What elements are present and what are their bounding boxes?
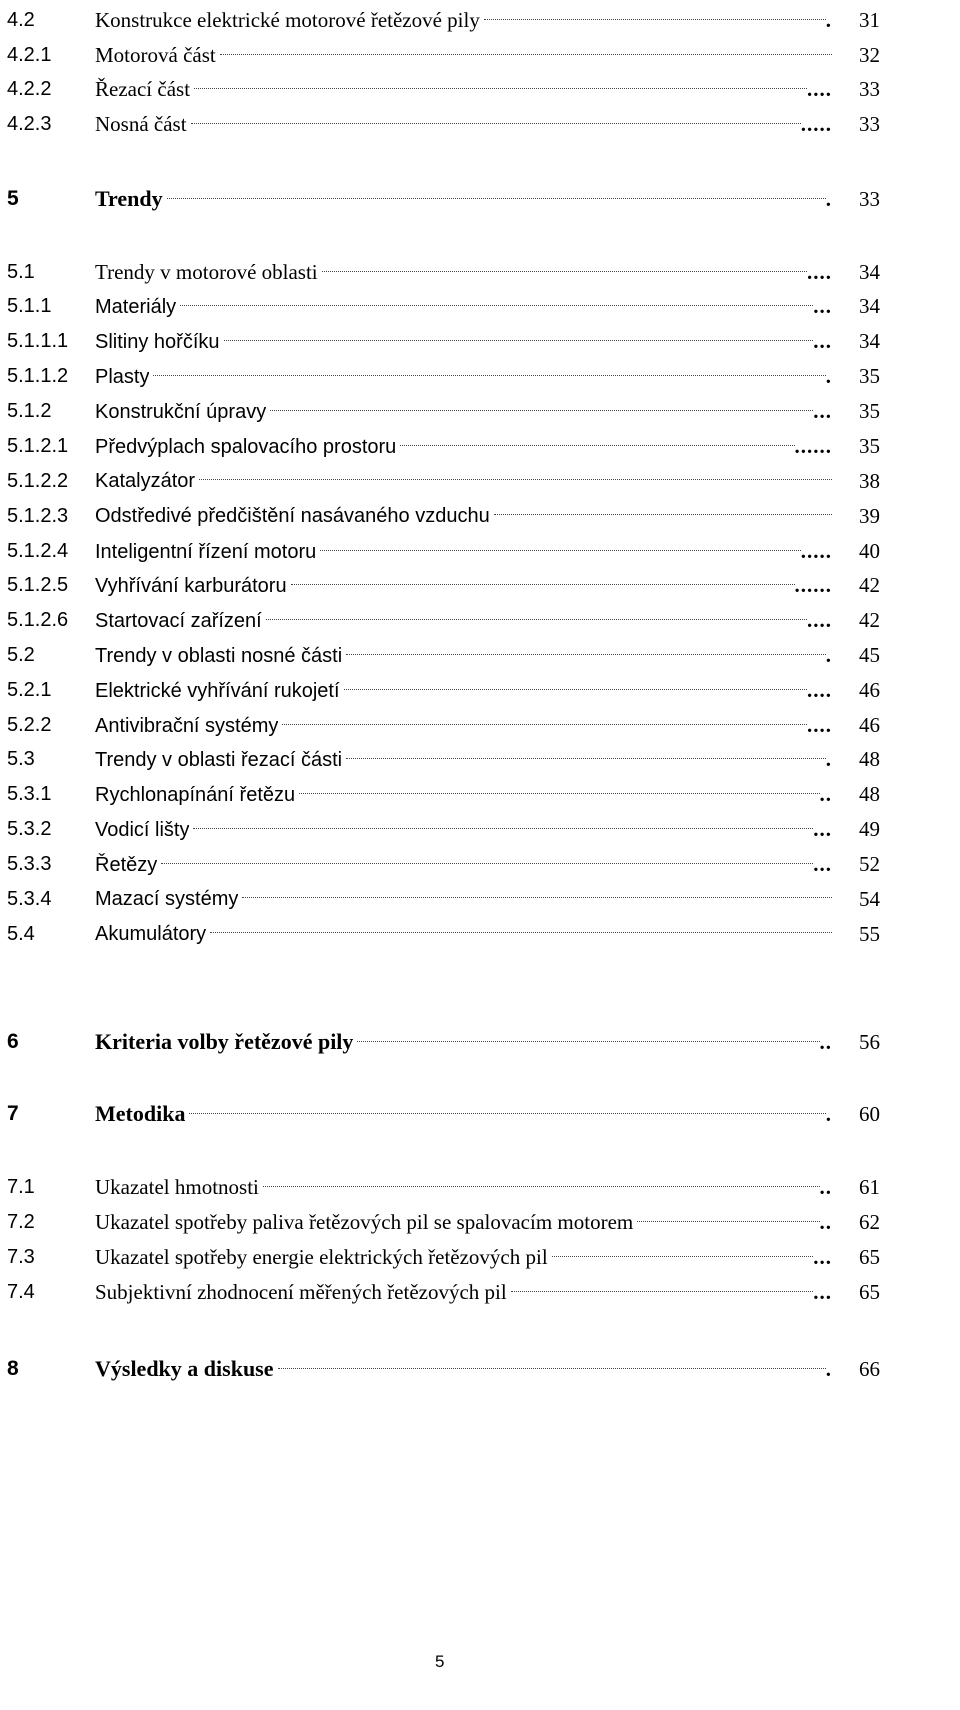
toc-row[interactable] [0, 882, 960, 916]
toc-section-number: 5.3 [7, 748, 35, 770]
toc-section-title: Startovací zařízení [95, 610, 262, 632]
toc-dot-leader [270, 410, 813, 411]
toc-page-number: 46 [859, 678, 880, 702]
toc-section-title: Trendy v oblasti řezací části [95, 749, 343, 771]
toc-leader-tail: ...... [794, 434, 832, 458]
toc-dot-leader [291, 584, 795, 585]
toc-section-title: Výsledky a diskuse [95, 1356, 274, 1381]
toc-entry [95, 182, 832, 216]
toc-section-number: 5.1.2.6 [7, 609, 69, 631]
toc-entry [95, 464, 832, 498]
toc-entry [95, 1025, 832, 1059]
toc-section-number: 7.3 [7, 1246, 35, 1268]
toc-section-number: 5.1.1.1 [7, 330, 69, 352]
toc-row[interactable] [0, 568, 960, 602]
toc-dot-leader [552, 1256, 814, 1257]
toc-section-title: Motorová část [95, 43, 216, 67]
toc-leader-tail: .... [807, 608, 832, 632]
toc-section-number: 5.1.2.5 [7, 574, 69, 596]
toc-row[interactable] [0, 72, 960, 106]
toc-section-title: Řetězy [95, 854, 158, 876]
toc-page-number: 48 [859, 747, 880, 771]
toc-row[interactable] [0, 1170, 960, 1204]
toc-section-title: Kriteria volby řetězové pily [95, 1029, 354, 1054]
toc-dot-leader [320, 550, 801, 551]
toc-chapter-row[interactable] [0, 1352, 960, 1386]
toc-section-title: Ukazatel spotřeby paliva řetězových pil se spalovacím motorem [95, 1210, 634, 1234]
toc-leader-tail: .. [819, 782, 832, 806]
toc-row[interactable] [0, 1275, 960, 1309]
toc-row[interactable] [0, 708, 960, 742]
toc-leader-tail: .. [819, 1175, 832, 1199]
toc-section-title: Ukazatel hmotnosti [95, 1175, 259, 1199]
toc-row[interactable] [0, 638, 960, 672]
toc-section-title: Akumulátory [95, 923, 207, 945]
toc-entry [95, 324, 832, 359]
toc-entry [95, 1240, 832, 1274]
toc-section-number: 5.1.2.2 [7, 470, 69, 492]
toc-dot-leader [484, 19, 826, 20]
toc-entry [95, 289, 832, 324]
toc-page-number: 55 [859, 922, 880, 946]
toc-section-title: Katalyzátor [95, 470, 196, 492]
toc-page-number: 33 [859, 187, 880, 211]
toc-leader-tail: ... [813, 1280, 832, 1304]
toc-page-number: 52 [859, 852, 880, 876]
toc-dot-leader [299, 793, 819, 794]
toc-chapter-row[interactable] [0, 1025, 960, 1059]
toc-dot-leader [242, 897, 832, 898]
toc-section-title: Konstrukční úpravy [95, 401, 267, 423]
toc-row[interactable] [0, 742, 960, 776]
toc-page-number: 38 [859, 469, 880, 493]
toc-dot-leader [189, 1113, 825, 1114]
toc-leader-tail: ...... [794, 573, 832, 597]
toc-chapter-row[interactable] [0, 1097, 960, 1131]
toc-dot-leader [220, 54, 832, 55]
toc-section-title: Slitiny hořčíku [95, 331, 220, 353]
toc-leader-tail: .... [807, 713, 832, 737]
toc-section-title: Plasty [95, 366, 150, 388]
toc-entry [95, 708, 832, 743]
toc-entry [95, 394, 832, 429]
toc-row[interactable] [0, 464, 960, 498]
toc-section-number: 4.2.3 [7, 113, 52, 135]
toc-row[interactable] [0, 429, 960, 463]
toc-entry [95, 1352, 832, 1386]
toc-section-number: 5.1.1 [7, 295, 52, 317]
toc-page-number: 65 [859, 1245, 880, 1269]
toc-leader-tail: . [825, 187, 832, 211]
toc-page-number: 48 [859, 782, 880, 806]
toc-section-number: 5.4 [7, 923, 35, 945]
toc-row[interactable] [0, 673, 960, 707]
toc-section-title: Subjektivní zhodnocení měřených řetězových pil [95, 1280, 507, 1304]
toc-entry [95, 742, 832, 777]
toc-section-title: Metodika [95, 1101, 186, 1126]
toc-row[interactable] [0, 107, 960, 141]
toc-row[interactable] [0, 917, 960, 951]
toc-entry [95, 499, 832, 533]
toc-page-number: 61 [859, 1175, 880, 1199]
toc-section-number: 7.1 [7, 1176, 35, 1198]
toc-dot-leader [346, 654, 826, 655]
toc-page-number: 66 [859, 1357, 880, 1381]
toc-entry [95, 1205, 832, 1239]
toc-dot-leader [224, 340, 814, 341]
toc-page-number: 42 [859, 573, 880, 597]
toc-section-title: Trendy [95, 186, 163, 211]
toc-row[interactable] [0, 394, 960, 428]
toc-leader-tail: ..... [800, 112, 832, 136]
toc-entry [95, 3, 832, 37]
toc-row[interactable] [0, 847, 960, 881]
toc-section-title: Trendy v oblasti nosné části [95, 645, 343, 667]
toc-row[interactable] [0, 499, 960, 533]
toc-section-number: 6 [7, 1030, 19, 1053]
toc-entry [95, 1097, 832, 1131]
toc-dot-leader [167, 198, 826, 199]
toc-page-number: 49 [859, 817, 880, 841]
toc-leader-tail: ... [813, 399, 832, 423]
toc-section-number: 5.2.1 [7, 679, 52, 701]
toc-section-title: Antivibrační systémy [95, 715, 279, 737]
toc-dot-leader [511, 1291, 814, 1292]
toc-page-number: 42 [859, 608, 880, 632]
toc-row[interactable] [0, 777, 960, 811]
toc-leader-tail: . [825, 643, 832, 667]
toc-leader-tail: ... [813, 1245, 832, 1269]
toc-row[interactable] [0, 38, 960, 72]
toc-row[interactable] [0, 359, 960, 393]
toc-section-number: 5.1.2 [7, 400, 52, 422]
toc-page-number: 34 [859, 329, 880, 353]
toc-entry [95, 72, 832, 106]
toc-section-title: Rychlonapínání řetězu [95, 784, 296, 806]
toc-section-number: 5.2 [7, 644, 35, 666]
toc-page-number: 32 [859, 43, 880, 67]
toc-dot-leader [266, 619, 807, 620]
toc-section-number: 5.1 [7, 261, 35, 283]
toc-entry [95, 847, 832, 882]
toc-entry [95, 882, 832, 916]
toc-page-number: 45 [859, 643, 880, 667]
toc-section-number: 5.3.1 [7, 783, 52, 805]
toc-row[interactable] [0, 534, 960, 568]
toc-page-number: 35 [859, 399, 880, 423]
toc-dot-leader [191, 123, 801, 124]
toc-row[interactable] [0, 324, 960, 358]
toc-section-title: Inteligentní řízení motoru [95, 541, 317, 563]
toc-section-title: Ukazatel spotřeby energie elektrických řetězových pil [95, 1245, 548, 1269]
toc-dot-leader [180, 305, 813, 306]
toc-section-number: 4.2.2 [7, 78, 52, 100]
toc-page-number: 33 [859, 77, 880, 101]
toc-leader-tail: ... [813, 329, 832, 353]
toc-page-number: 39 [859, 504, 880, 528]
toc-chapter-row[interactable] [0, 182, 960, 216]
toc-section-number: 8 [7, 1357, 19, 1380]
toc-dot-leader [344, 689, 807, 690]
toc-dot-leader [199, 479, 832, 480]
toc-page-number: 65 [859, 1280, 880, 1304]
toc-leader-tail: . [825, 364, 832, 388]
toc-row[interactable] [0, 1205, 960, 1239]
toc-leader-tail: ..... [800, 539, 832, 563]
toc-entry [95, 568, 832, 603]
toc-leader-tail: . [825, 747, 832, 771]
toc-leader-tail: .... [807, 678, 832, 702]
toc-dot-leader [282, 724, 807, 725]
toc-row[interactable] [0, 255, 960, 289]
toc-entry [95, 812, 832, 847]
toc-page-number: 46 [859, 713, 880, 737]
toc-page-number: 31 [859, 8, 880, 32]
toc-dot-leader [161, 863, 813, 864]
toc-entry [95, 777, 832, 812]
toc-section-number: 5.3.3 [7, 853, 52, 875]
toc-entry [95, 673, 832, 708]
toc-leader-tail: .. [819, 1210, 832, 1234]
toc-section-number: 7.4 [7, 1281, 35, 1303]
toc-section-number: 5.1.2.4 [7, 540, 69, 562]
toc-row[interactable] [0, 1240, 960, 1274]
toc-page-number: 40 [859, 539, 880, 563]
toc-section-number: 5 [7, 187, 19, 210]
toc-page-number: 56 [859, 1030, 880, 1054]
toc-section-number: 5.1.2.1 [7, 435, 69, 457]
toc-section-number: 7 [7, 1102, 19, 1125]
toc-dot-leader [153, 375, 825, 376]
toc-dot-leader [637, 1221, 819, 1222]
toc-section-title: Materiály [95, 296, 177, 318]
toc-page-number: 54 [859, 887, 880, 911]
toc-leader-tail: .. [819, 1030, 832, 1054]
toc-entry [95, 603, 832, 638]
toc-dot-leader [194, 88, 807, 89]
toc-entry [95, 638, 832, 673]
toc-page-number: 33 [859, 112, 880, 136]
toc-row[interactable] [0, 3, 960, 37]
toc-dot-leader [400, 445, 794, 446]
toc-section-number: 7.2 [7, 1211, 35, 1233]
toc-section-title: Vyhřívání karburátoru [95, 575, 287, 597]
toc-section-title: Odstředivé předčištění nasávaného vzduchu [95, 505, 490, 527]
toc-page-number: 60 [859, 1102, 880, 1126]
toc-section-number: 5.1.1.2 [7, 365, 69, 387]
toc-section-number: 4.2.1 [7, 44, 52, 66]
toc-page-number: 35 [859, 434, 880, 458]
toc-dot-leader [193, 828, 813, 829]
toc-entry [95, 534, 832, 569]
toc-section-number: 5.3.2 [7, 818, 52, 840]
toc-section-title: Mazací systémy [95, 888, 239, 910]
toc-entry [95, 38, 832, 72]
toc-section-title: Nosná část [95, 112, 187, 136]
toc-section-number: 4.2 [7, 9, 35, 31]
toc-dot-leader [357, 1041, 819, 1042]
toc-dot-leader [494, 514, 832, 515]
toc-leader-tail: ... [813, 852, 832, 876]
toc-entry [95, 255, 832, 289]
toc-entry [95, 429, 832, 464]
toc-entry [95, 359, 832, 394]
toc-row[interactable] [0, 289, 960, 323]
page-number: 5 [435, 1652, 445, 1671]
toc-entry [95, 1170, 832, 1204]
toc-page-number: 34 [859, 294, 880, 318]
toc-page-number: 62 [859, 1210, 880, 1234]
toc-section-title: Řezací část [95, 77, 191, 101]
toc-dot-leader [322, 271, 807, 272]
toc-leader-tail: . [825, 1357, 832, 1381]
toc-entry [95, 107, 832, 141]
toc-dot-leader [346, 758, 826, 759]
toc-entry [95, 917, 832, 951]
toc-row[interactable] [0, 812, 960, 846]
toc-leader-tail: .... [807, 77, 832, 101]
toc-section-title: Vodicí lišty [95, 819, 190, 841]
toc-leader-tail: .... [807, 260, 832, 284]
toc-dot-leader [263, 1186, 820, 1187]
toc-leader-tail: . [825, 1102, 832, 1126]
toc-leader-tail: ... [813, 294, 832, 318]
toc-section-number: 5.3.4 [7, 888, 52, 910]
toc-section-title: Trendy v motorové oblasti [95, 260, 318, 284]
toc-leader-tail: . [825, 8, 832, 32]
toc-section-number: 5.1.2.3 [7, 505, 69, 527]
toc-section-title: Elektrické vyhřívání rukojetí [95, 680, 340, 702]
toc-section-title: Předvýplach spalovacího prostoru [95, 436, 397, 458]
toc-dot-leader [278, 1368, 826, 1369]
toc-page-number: 35 [859, 364, 880, 388]
toc-entry [95, 1275, 832, 1309]
toc-leader-tail: ... [813, 817, 832, 841]
toc-page-number: 34 [859, 260, 880, 284]
toc-section-number: 5.2.2 [7, 714, 52, 736]
toc-dot-leader [210, 932, 832, 933]
toc-row[interactable] [0, 603, 960, 637]
toc-section-title: Konstrukce elektrické motorové řetězové pily [95, 8, 480, 32]
